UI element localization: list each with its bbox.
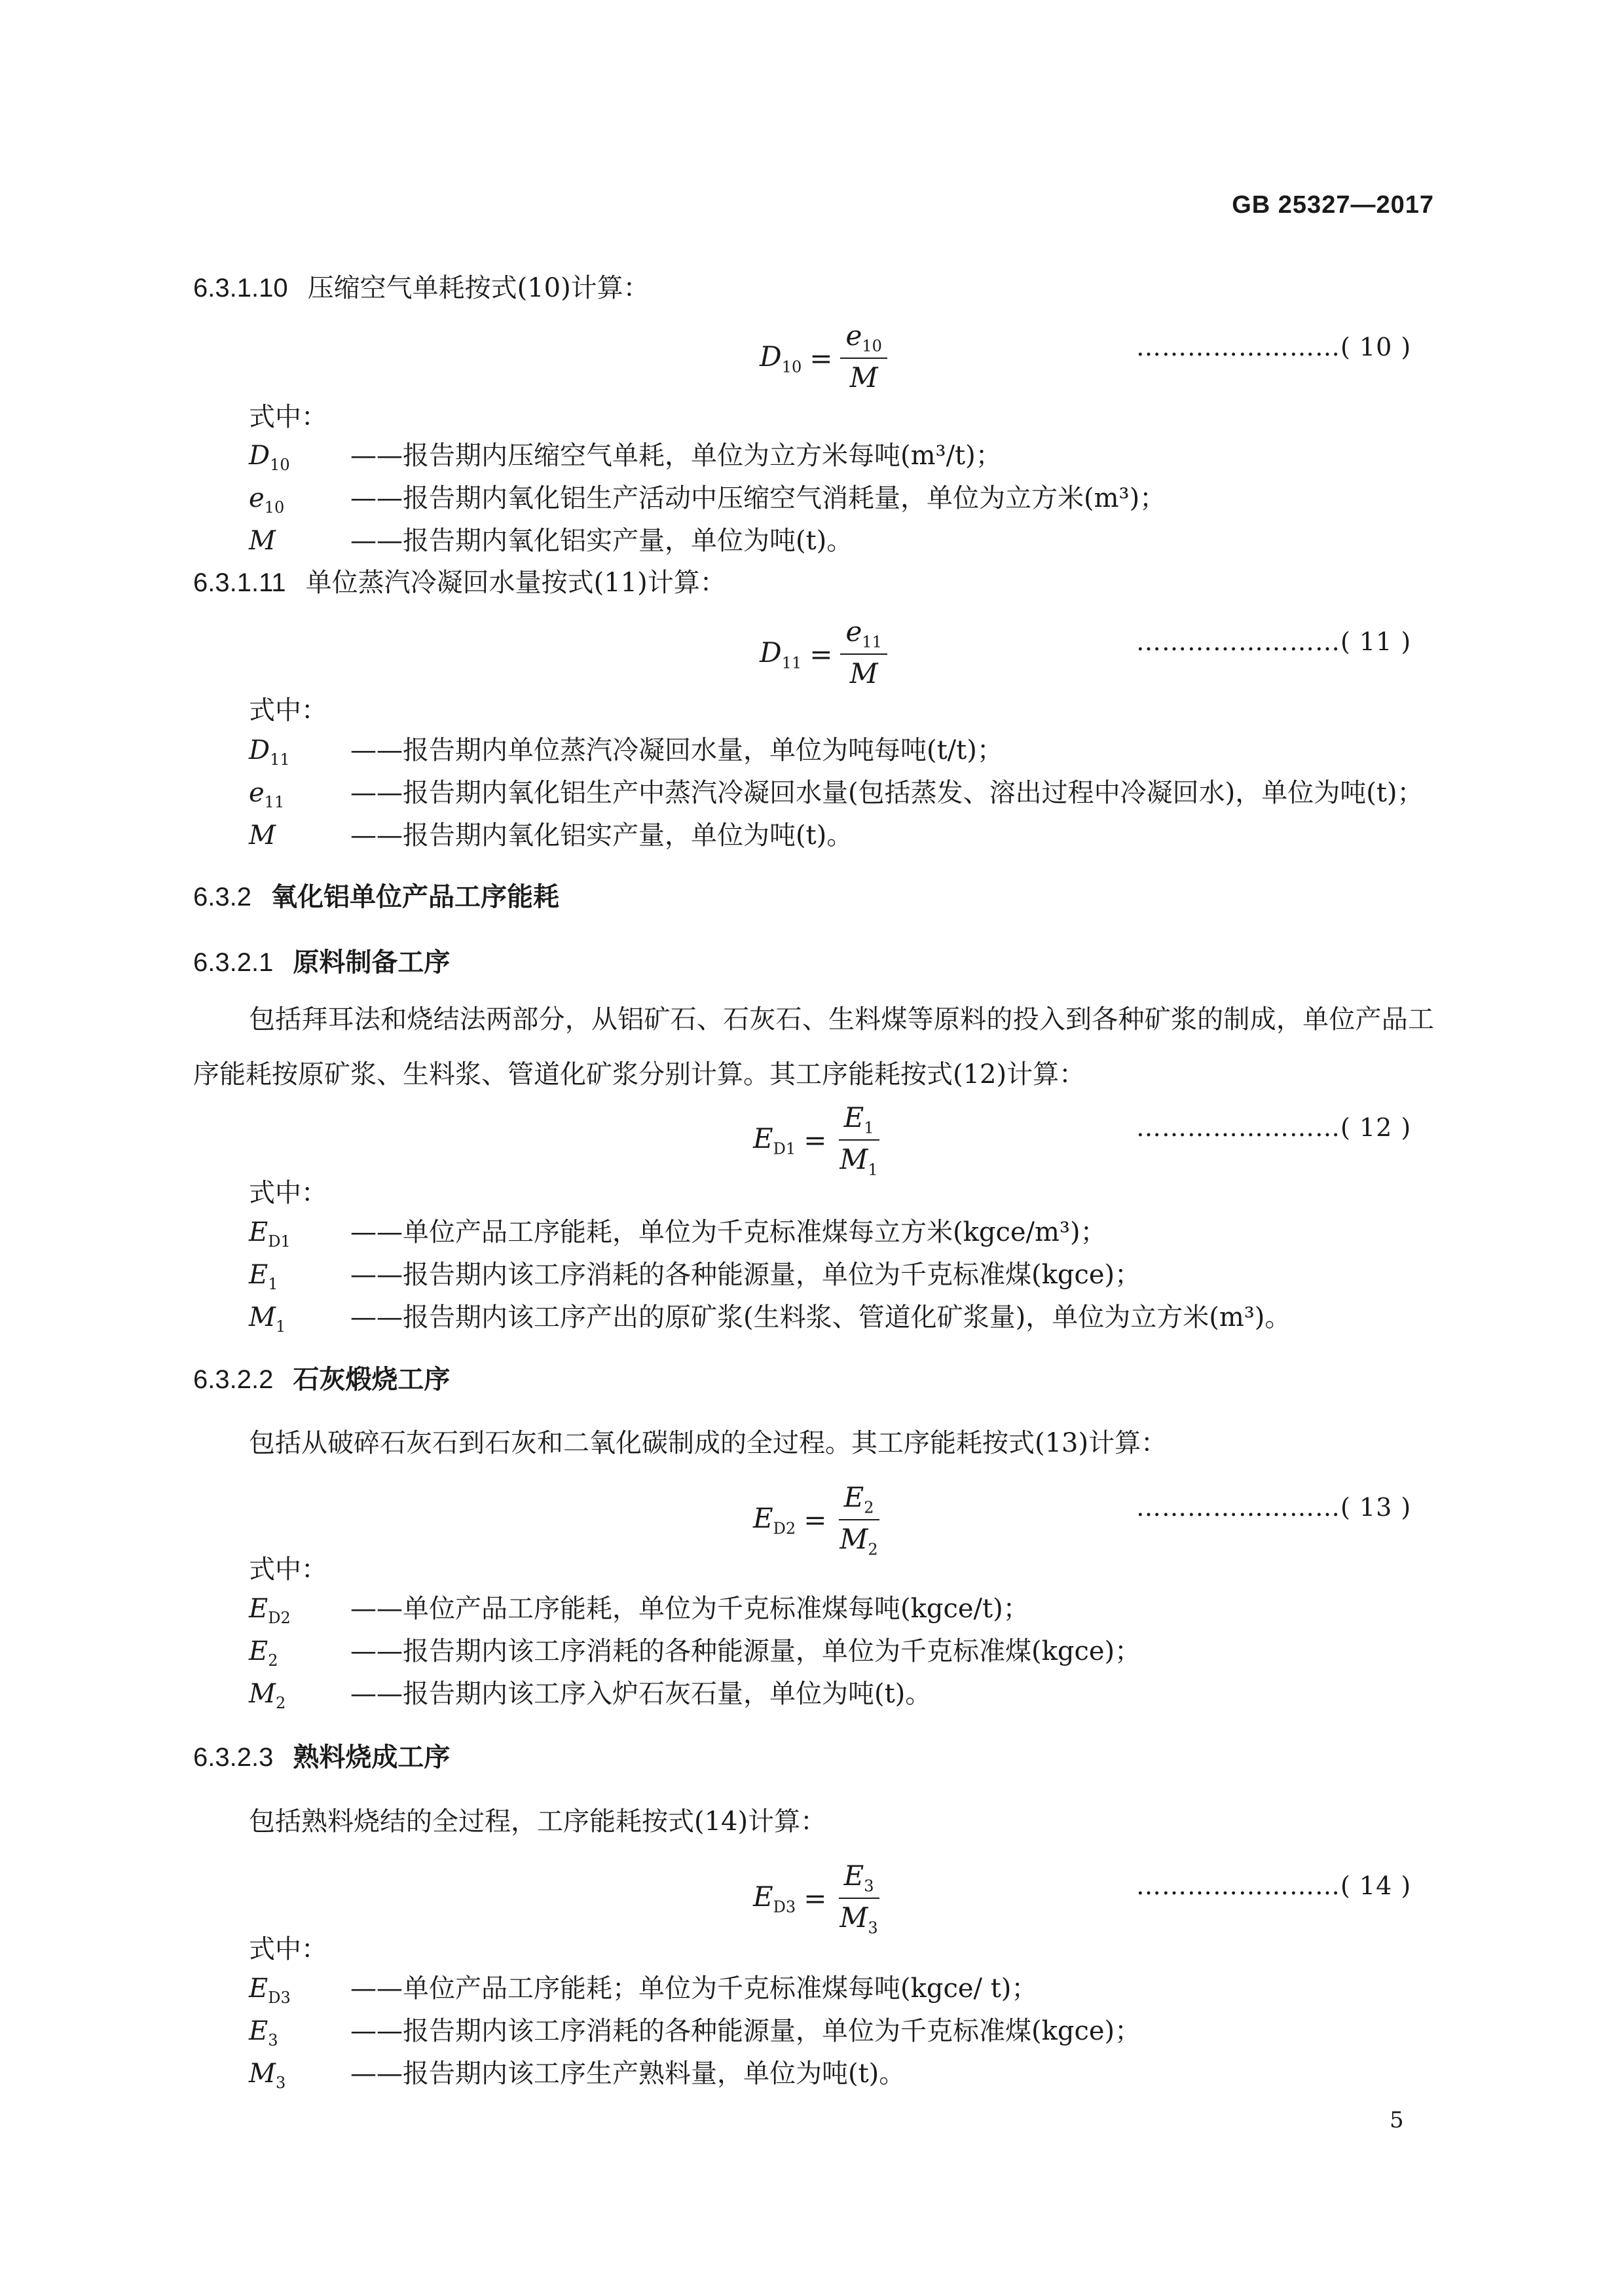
section-title: 熟料烧成工序 bbox=[293, 1742, 451, 1772]
formula-10: $D_{10}$ = $\frac{e_{10}}{M}$ bbox=[760, 320, 887, 397]
section-number: 6.3.2.1 bbox=[193, 948, 274, 977]
symbol: $M_3$ bbox=[249, 2059, 286, 2092]
definition-item: $M_3$ ——报告期内该工序生产熟料量，单位为吨(t)。 bbox=[249, 2059, 906, 2092]
section-6-3-2-2 bbox=[193, 1359, 450, 1396]
section-6-3-2-1 bbox=[193, 942, 450, 979]
section-number: 6.3.2 bbox=[193, 883, 251, 911]
section-title: 石灰煅烧工序 bbox=[293, 1364, 451, 1395]
symbol: $E_2$ bbox=[249, 1636, 278, 1670]
definition-item: $M_1$ ——报告期内该工序产出的原矿浆(生料浆、管道化矿浆量)，单位为立方米(m³)。 bbox=[249, 1302, 1291, 1336]
section-6-3-2-3 bbox=[193, 1736, 450, 1774]
formula-lhs: $E_{D2}$ bbox=[753, 1502, 796, 1538]
definition-item: $E_1$ ——报告期内该工序消耗的各种能源量，单位为千克标准煤(kgce)； bbox=[249, 1260, 1141, 1293]
symbol: $M_1$ bbox=[249, 1302, 286, 1336]
symbol: M bbox=[249, 526, 276, 556]
section-number: 6.3.1.10 bbox=[193, 274, 288, 303]
denominator: M bbox=[849, 657, 878, 690]
definition-item: M ——报告期内氧化铝实产量，单位为吨(t)。 bbox=[249, 815, 853, 854]
formula-lhs: $E_{D3}$ bbox=[753, 1881, 796, 1917]
numerator: $E_2$ bbox=[839, 1481, 879, 1520]
definition-item: $E_3$ ——报告期内该工序消耗的各种能源量，单位为千克标准煤(kgce)； bbox=[249, 2016, 1141, 2049]
denominator: $M_3$ bbox=[840, 1901, 878, 1937]
symbol: $M_2$ bbox=[249, 1679, 286, 1712]
formula-lhs: $E_{D1}$ bbox=[753, 1122, 796, 1158]
symbol: $D_{10}$ bbox=[249, 441, 290, 474]
definition-item: $E_{D3}$ ——单位产品工序能耗；单位为千克标准煤每吨(kgce/ t)； bbox=[249, 1974, 1038, 2007]
numerator: $e_{10}$ bbox=[840, 320, 887, 359]
section-6-3-1-11 bbox=[193, 562, 726, 599]
section-number: 6.3.2.2 bbox=[193, 1365, 274, 1394]
denominator: M bbox=[849, 361, 878, 394]
symbol: $E_{D1}$ bbox=[249, 1217, 291, 1251]
definition-item: $E_{D2}$ ——单位产品工序能耗，单位为千克标准煤每吨(kgce/t)； bbox=[249, 1594, 1029, 1627]
formula-lhs: $D_{10}$ bbox=[760, 340, 802, 376]
page-number: 5 bbox=[1390, 2107, 1404, 2133]
symbol: $e_{10}$ bbox=[249, 483, 285, 517]
symbol: $e_{11}$ bbox=[249, 778, 285, 811]
section-title: 单位蒸汽冷凝回水量按式(11)计算： bbox=[305, 568, 726, 598]
section-number: 6.3.1.11 bbox=[193, 568, 286, 597]
symbol: M bbox=[249, 820, 276, 851]
where-label: 式中： bbox=[249, 695, 327, 725]
definition-item: $E_{D1}$ ——单位产品工序能耗，单位为千克标准煤每立方米(kgce/m³)； bbox=[249, 1217, 1107, 1251]
definition-item: M ——报告期内氧化铝实产量，单位为吨(t)。 bbox=[249, 520, 853, 559]
equation-number: ……………………( 10 ) bbox=[1136, 333, 1412, 361]
section-6-3-2 bbox=[193, 876, 559, 913]
standard-number: GB 25327—2017 bbox=[1232, 191, 1434, 219]
numerator: $E_1$ bbox=[839, 1101, 879, 1141]
denominator: $M_1$ bbox=[840, 1143, 878, 1179]
equation-number: ……………………( 12 ) bbox=[1136, 1113, 1412, 1142]
formula-fraction bbox=[834, 1481, 883, 1559]
equation-number: ……………………( 14 ) bbox=[1136, 1871, 1412, 1900]
formula-fraction bbox=[840, 615, 887, 693]
formula-fraction bbox=[834, 1101, 883, 1179]
where-label: 式中： bbox=[249, 1554, 327, 1585]
paragraph-lime-calcination: 包括从破碎石灰石到石灰和二氧化碳制成的全过程。其工序能耗按式(13)计算： bbox=[249, 1428, 1168, 1458]
definition-item: $M_2$ ——报告期内该工序入炉石灰石量，单位为吨(t)。 bbox=[249, 1679, 932, 1712]
symbol: $E_3$ bbox=[249, 2016, 278, 2049]
definition-item: $e_{11}$ ——报告期内氧化铝生产中蒸汽冷凝回水量(包括蒸发、溶出过程中冷凝回水)，单位为吨(t)； bbox=[249, 778, 1424, 811]
equation-number: ……………………( 13 ) bbox=[1136, 1493, 1412, 1522]
where-label: 式中： bbox=[249, 1178, 327, 1208]
formula-13: $E_{D2}$ = $\frac{E_2}{M_2}$ bbox=[753, 1481, 883, 1559]
formula-fraction bbox=[834, 1860, 883, 1937]
section-number: 6.3.2.3 bbox=[193, 1743, 274, 1772]
section-title: 氧化铝单位产品工序能耗 bbox=[270, 881, 559, 912]
symbol: $E_{D2}$ bbox=[249, 1594, 291, 1627]
symbol: $E_1$ bbox=[249, 1260, 278, 1293]
paragraph-raw-material: 包括拜耳法和烧结法两部分，从铝矿石、石灰石、生料煤等原料的投入到各种矿浆的制成，单位产品工序能耗按原矿浆、生料浆、管道化矿浆分别计算。其工序能耗按式(12)计算： bbox=[193, 1004, 1434, 1090]
denominator: $M_2$ bbox=[840, 1523, 878, 1559]
formula-lhs: $D_{11}$ bbox=[760, 636, 802, 672]
definition-item: $D_{10}$ ——报告期内压缩空气单耗，单位为立方米每吨(m³/t)； bbox=[249, 441, 1002, 474]
numerator: $e_{11}$ bbox=[840, 615, 887, 655]
definition-item: $D_{11}$ ——报告期内单位蒸汽冷凝回水量，单位为吨每吨(t/t)； bbox=[249, 735, 1003, 769]
formula-11: $D_{11}$ = $\frac{e_{11}}{M}$ bbox=[760, 615, 887, 693]
where-label: 式中： bbox=[249, 1934, 327, 1964]
definition-item: $e_{10}$ ——报告期内氧化铝生产活动中压缩空气消耗量，单位为立方米(m³)； bbox=[249, 483, 1166, 517]
symbol: $E_{D3}$ bbox=[249, 1974, 291, 2007]
section-title: 压缩空气单耗按式(10)计算： bbox=[307, 273, 650, 303]
where-label: 式中： bbox=[249, 402, 327, 432]
paragraph-clinker: 包括熟料烧结的全过程，工序能耗按式(14)计算： bbox=[249, 1807, 827, 1837]
section-title: 原料制备工序 bbox=[293, 947, 451, 978]
equation-number: ……………………( 11 ) bbox=[1136, 627, 1412, 656]
formula-14: $E_{D3}$ = $\frac{E_3}{M_3}$ bbox=[753, 1860, 883, 1937]
symbol: $D_{11}$ bbox=[249, 735, 290, 769]
formula-12: $E_{D1}$ = $\frac{E_1}{M_1}$ bbox=[753, 1101, 883, 1179]
section-6-3-1-10 bbox=[193, 267, 650, 304]
numerator: $E_3$ bbox=[839, 1860, 879, 1899]
definition-item: $E_2$ ——报告期内该工序消耗的各种能源量，单位为千克标准煤(kgce)； bbox=[249, 1636, 1141, 1670]
formula-fraction bbox=[840, 320, 887, 397]
